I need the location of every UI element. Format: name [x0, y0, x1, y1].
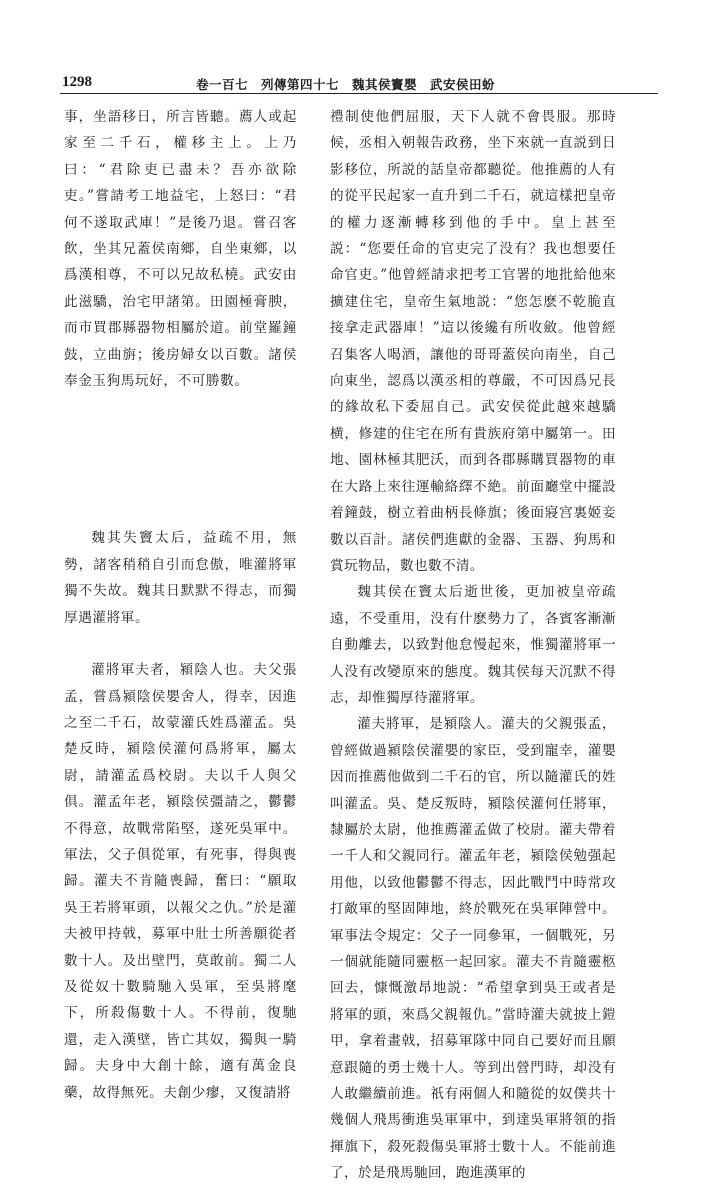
right-column-translation [330, 104, 616, 1187]
left-paragraph-1: 事，坐語移日，所言皆聽。薦人或起家至二千石，權移主上。上乃曰：“君除吏已盡未？吾亦欲除吏。”嘗請考工地益宅，上怒曰：“君何不遂取武庫！”是後乃退。嘗召客飲，坐其兄蓋侯南鄉，自坐東鄉，以爲漢相尊，不可以兄故私橈。武安由此滋驕，治宅甲諸第。田園極膏腴，而市買郡縣器物相屬於道。前堂羅鐘鼓，立曲旃；後房婦女以百數。諸侯奉金玉狗馬玩好，不可勝數。 [64, 109, 297, 390]
paragraph-gap [64, 631, 297, 657]
right-paragraph-1: 禮制使他們屈服，天下人就不會畏服。那時候，丞相入朝報告政務，坐下來就一直説到日影移位，所説的話皇帝都聽從。他推薦的人有的從平民起家一直升到二千石，就這樣把皇帝的權力逐漸轉移到他的手中。皇上甚至説：“您要任命的官吏完了没有？我也想要任命官吏。”他曾經請求把考工官署的地批給他來擴建住宅，皇帝生氣地説：“您怎麽不乾脆直接拿走武器庫！”這以後纔有所收斂。他曾經召集客人喝酒，讓他的哥哥蓋侯向南坐，自己向東坐，認爲以漢丞相的尊嚴，不可因爲兄長的緣故私下委屈自己。武安侯從此越來越驕横，修建的住宅在所有貴族府第中屬第一。田地、園林極其肥沃，而到各郡縣購買器物的車在大路上來往運輸絡繹不絶。前面廳堂中擺設着鐘鼓，樹立着曲柄長條旗；後面寢宫裏姬妾數以百計。諸侯們進獻的金器、玉器、狗馬和賞玩物品，數也數不清。 [330, 109, 616, 574]
right-paragraph-2: 魏其侯在竇太后逝世後，更加被皇帝疏遠，不受重用，没有什麽勢力了，各賓客漸漸自動離去，以致對他怠慢起來，惟獨灌將軍一人没有改變原來的態度。魏其侯每天沉默不得志，却惟獨厚待灌將軍。 [330, 584, 616, 706]
paragraph-gap [64, 394, 297, 525]
left-paragraph-3: 灌將軍夫者，潁陰人也。夫父張孟，嘗爲潁陰侯嬰舍人，得幸，因進之至二千石，故蒙灌氏姓爲灌孟。吳楚反時，潁陰侯灌何爲將軍，屬太尉，請灌孟爲校尉。夫以千人與父俱。灌孟年老，潁陰侯彊請之，鬱鬱不得意，故戰常陷堅，遂死吳軍中。軍法，父子俱從軍，有死事，得與喪歸。灌夫不肯隨喪歸，奮曰：“願取吳王若將軍頭，以報父之仇。”於是灌夫被甲持戟，募軍中壯士所善願從者數十人。及出壁門，莫敢前。獨二人及從奴十數騎馳入吳軍，至吳將麾下，所殺傷數十人。不得前，復馳還，走入漢壁，皆亡其奴，獨與一騎歸。夫身中大創十餘，適有萬金良藥，故得無死。夫創少瘳，又復請將 [64, 662, 297, 1101]
left-column-classical-text [64, 104, 297, 1106]
header-rule [60, 93, 658, 94]
right-paragraph-3: 灌夫將軍，是潁陰人。灌夫的父親張孟，曾經做過潁陰侯灌嬰的家臣，受到寵幸，灌嬰因而推薦他做到二千石的官，所以隨灌氏的姓叫灌孟。吳、楚反叛時，潁陰侯灌何任將軍，隸屬於太尉，他推薦灌孟做了校尉。灌夫帶着一千人和父親同行。灌孟年老，潁陰侯勉强起用他，以致他鬱鬱不得志，因此戰鬥中時常攻打敵軍的堅固陣地，終於戰死在吳軍陣營中。軍事法令規定：父子一同參軍，一個戰死，另一個就能隨同靈柩一起回家。灌夫不肯隨靈柩回去，慷慨激昂地説：“希望拿到吳王或者是將軍的頭，來爲父親報仇。”當時灌夫就披上鎧甲，拿着畫戟，招募軍隊中同自己要好而且願意跟隨的勇士幾十人。等到出營門時，却没有人敢繼續前進。祇有兩個人和隨從的奴僕共十幾個人飛馬衝進吳軍軍中，到達吳軍將領的指揮旗下，殺死殺傷吳軍將士數十人。不能前進了，於是飛馬馳回，跑進漢軍的 [330, 716, 616, 1182]
page-number: 1298 [62, 74, 92, 90]
left-paragraph-2: 魏其失竇太后，益疏不用，無勢，諸客稍稍自引而怠傲，唯灌將軍獨不失故。魏其日默默不得志，而獨厚遇灌將軍。 [64, 530, 297, 626]
running-head: 卷一百七 列傳第四十七 魏其侯竇嬰 武安侯田蚡 [196, 77, 496, 92]
